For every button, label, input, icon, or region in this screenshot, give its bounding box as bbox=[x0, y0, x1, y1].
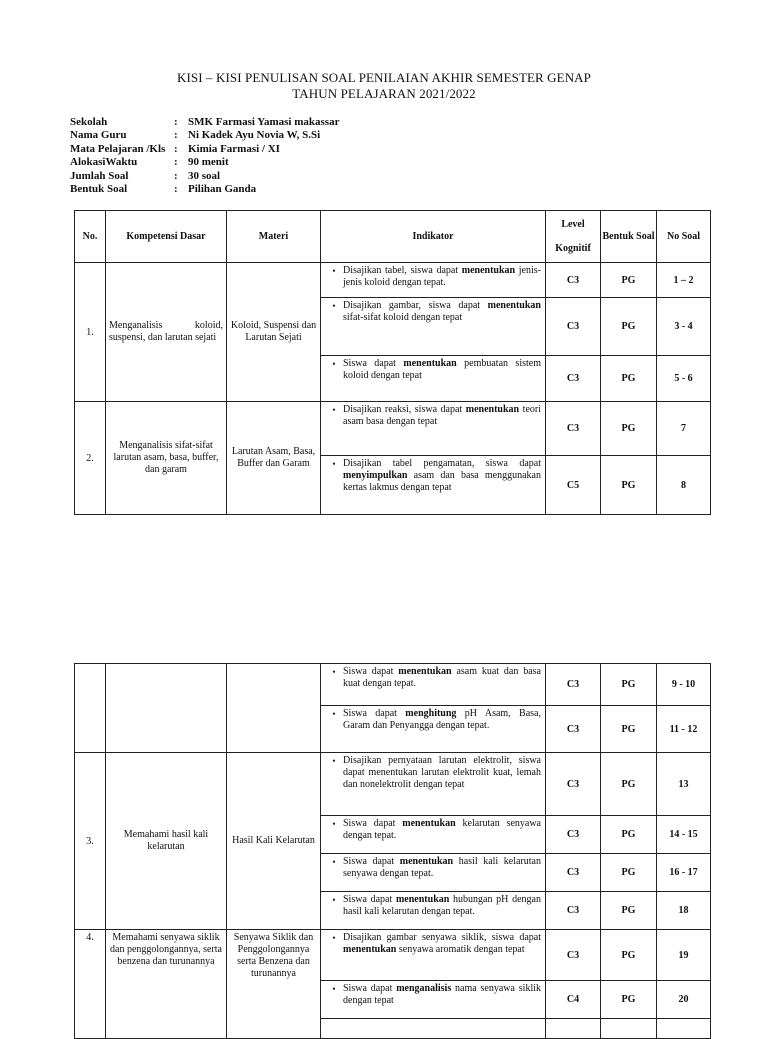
indikator-text: asam kuat dan basa kuat dengan tepat. bbox=[343, 666, 541, 689]
indikator bbox=[321, 356, 546, 402]
meta-key: Mata Pelajaran /Kls bbox=[70, 142, 166, 155]
meta-value: Pilihan Ganda bbox=[188, 183, 257, 196]
indikator-text: Siswa dapat bbox=[343, 666, 399, 677]
level-kognitif: C3 bbox=[546, 706, 601, 753]
indikator bbox=[321, 854, 546, 892]
indikator-verb: menentukan bbox=[461, 265, 516, 276]
meta-row bbox=[70, 170, 339, 183]
indikator-text: Siswa dapat bbox=[343, 894, 396, 905]
bentuk-soal: PG bbox=[601, 263, 657, 298]
nomor-soal: 1 – 2 bbox=[657, 263, 711, 298]
indikator-text: Disajikan gambar, siswa dapat bbox=[343, 300, 488, 311]
row-number: 1. bbox=[75, 263, 106, 402]
bentuk-soal: PG bbox=[601, 664, 657, 706]
row-number: 4. bbox=[75, 930, 106, 1039]
nomor-soal: 11 - 12 bbox=[657, 706, 711, 753]
indikator bbox=[321, 706, 546, 753]
indikator-text: teori asam basa dengan tepat bbox=[343, 404, 541, 427]
level-kognitif: C3 bbox=[546, 298, 601, 356]
bentuk-soal: PG bbox=[601, 298, 657, 356]
grid-table-page-1 bbox=[74, 210, 711, 515]
indikator-text: jenis-jenis koloid dengan tepat. bbox=[343, 265, 541, 288]
meta-colon: : bbox=[174, 129, 178, 142]
indikator-text: senyawa aromatik dengan tepat bbox=[396, 944, 525, 955]
bullet-icon: • bbox=[332, 819, 336, 829]
bentuk-soal: PG bbox=[601, 816, 657, 854]
meta-colon: : bbox=[174, 169, 178, 182]
indikator-text: Siswa dapat bbox=[343, 358, 404, 369]
col-header-no: No. bbox=[75, 211, 106, 263]
indikator-verb: menentukan bbox=[402, 818, 456, 829]
bullet-icon: • bbox=[332, 359, 336, 369]
empty-cell bbox=[106, 664, 227, 753]
bullet-icon: • bbox=[332, 984, 336, 994]
meta-value: SMK Farmasi Yamasi makassar bbox=[188, 116, 340, 128]
meta-row bbox=[70, 156, 339, 169]
level-kognitif: C3 bbox=[546, 402, 601, 456]
indikator-text: Siswa dapat bbox=[343, 708, 406, 719]
kompetensi-dasar: Menganalisis koloid, suspensi, dan larutan sejati bbox=[106, 263, 227, 402]
bentuk-soal: PG bbox=[601, 930, 657, 981]
meta-row bbox=[70, 129, 339, 142]
indikator-verb: menentukan bbox=[465, 404, 520, 415]
document-subtitle: TAHUN PELAJARAN 2021/2022 bbox=[292, 86, 476, 101]
bentuk-soal: PG bbox=[601, 753, 657, 816]
indikator-text: Disajikan reaksi, siswa dapat bbox=[343, 404, 466, 415]
indikator-verb: menganalisis bbox=[396, 983, 452, 994]
col-header-materi: Materi bbox=[227, 211, 321, 263]
indikator-text: Disajikan pernyataan larutan elektrolit, siswa dapat menentukan larutan elektrolit kuat, lemah dan nonelektrolit dengan tepat bbox=[343, 755, 541, 790]
indikator-text: Siswa dapat bbox=[343, 856, 400, 867]
nomor-soal: 9 - 10 bbox=[657, 664, 711, 706]
indikator-verb: menentukan bbox=[399, 856, 454, 867]
table-header-row bbox=[75, 211, 711, 263]
table-row bbox=[75, 753, 711, 816]
meta-value: Ni Kadek Ayu Novia W, S.Si bbox=[188, 129, 321, 142]
level-kognitif: C3 bbox=[546, 753, 601, 816]
nomor-soal: 5 - 6 bbox=[657, 356, 711, 402]
materi: Hasil Kali Kelarutan bbox=[227, 753, 321, 930]
meta-value: 90 menit bbox=[188, 156, 229, 169]
indikator bbox=[321, 402, 546, 456]
meta-colon: : bbox=[174, 142, 178, 155]
indikator-verb: menyimpulkan bbox=[343, 470, 408, 481]
level-kognitif: C3 bbox=[546, 854, 601, 892]
bullet-icon: • bbox=[332, 266, 336, 276]
identity-block bbox=[70, 116, 339, 196]
level-kognitif: C3 bbox=[546, 664, 601, 706]
empty-cell bbox=[546, 1019, 601, 1039]
indikator bbox=[321, 892, 546, 930]
indikator-text: kelarutan senyawa dengan tepat. bbox=[343, 818, 541, 841]
bullet-icon: • bbox=[332, 756, 336, 766]
document-title: KISI – KISI PENULISAN SOAL PENILAIAN AKHIR SEMESTER GENAP bbox=[177, 70, 591, 85]
meta-row bbox=[70, 116, 339, 129]
bentuk-soal: PG bbox=[601, 706, 657, 753]
indikator bbox=[321, 263, 546, 298]
indikator-text: asam dan basa menggunakan kertas lakmus dengan tepat bbox=[343, 470, 541, 493]
nomor-soal: 8 bbox=[657, 456, 711, 515]
indikator-text: pembuatan sistem koloid dengan tepat bbox=[343, 358, 541, 381]
meta-key: AlokasiWaktu bbox=[70, 156, 138, 169]
meta-colon: : bbox=[174, 183, 178, 196]
indikator-text: hasil kali kelarutan senyawa dengan tepat. bbox=[343, 856, 541, 879]
nomor-soal: 7 bbox=[657, 402, 711, 456]
meta-value: Kimia Farmasi / XI bbox=[188, 142, 280, 155]
indikator-text: hubungan pH dengan hasil kali kelarutan dengan tepat. bbox=[343, 894, 541, 917]
table-row bbox=[75, 402, 711, 456]
level-kognitif: C3 bbox=[546, 356, 601, 402]
empty-cell bbox=[227, 664, 321, 753]
col-header-level: Level Kognitif bbox=[546, 211, 601, 263]
level-kognitif: C5 bbox=[546, 456, 601, 515]
indikator-verb: menentukan bbox=[487, 300, 541, 311]
meta-key: Nama Guru bbox=[70, 129, 127, 142]
kompetensi-dasar: Memahami hasil kali kelarutan bbox=[106, 753, 227, 930]
indikator-text: nama senyawa siklik dengan tepat bbox=[343, 983, 542, 1006]
empty-cell bbox=[321, 1019, 546, 1039]
indikator bbox=[321, 981, 546, 1019]
nomor-soal: 13 bbox=[657, 753, 711, 816]
bentuk-soal: PG bbox=[601, 402, 657, 456]
materi: Larutan Asam, Basa, Buffer dan Garam bbox=[227, 402, 321, 515]
table-row bbox=[75, 930, 711, 981]
bullet-icon: • bbox=[332, 459, 336, 469]
bentuk-soal: PG bbox=[601, 981, 657, 1019]
level-kognitif: C3 bbox=[546, 930, 601, 981]
empty-cell bbox=[75, 664, 106, 753]
indikator bbox=[321, 930, 546, 981]
nomor-soal: 3 - 4 bbox=[657, 298, 711, 356]
table-row bbox=[75, 263, 711, 298]
bentuk-soal: PG bbox=[601, 892, 657, 930]
meta-key: Bentuk Soal bbox=[70, 183, 128, 196]
indikator-verb: menghitung bbox=[405, 708, 457, 719]
bullet-icon: • bbox=[332, 301, 336, 311]
bullet-icon: • bbox=[332, 405, 336, 415]
kompetensi-dasar: Memahami senyawa siklik dan penggolongannya, serta benzena dan turunannya bbox=[106, 930, 227, 1039]
level-kognitif: C3 bbox=[546, 816, 601, 854]
materi: Senyawa Siklik dan Penggolongannya serta Benzena dan turunannya bbox=[227, 930, 321, 1039]
grid-table-page-2 bbox=[74, 663, 711, 1039]
indikator-verb: menentukan bbox=[343, 944, 397, 955]
empty-cell bbox=[657, 1019, 711, 1039]
indikator-text: Disajikan tabel, siswa dapat bbox=[343, 265, 462, 276]
level-kognitif: C3 bbox=[546, 892, 601, 930]
indikator-text: Disajikan tabel pengamatan, siswa dapat bbox=[343, 458, 541, 469]
indikator bbox=[321, 816, 546, 854]
nomor-soal: 18 bbox=[657, 892, 711, 930]
meta-row bbox=[70, 183, 339, 196]
row-number: 2. bbox=[75, 402, 106, 515]
table-row bbox=[75, 664, 711, 706]
indikator bbox=[321, 664, 546, 706]
meta-colon: : bbox=[174, 156, 178, 169]
col-header-kd: Kompetensi Dasar bbox=[106, 211, 227, 263]
indikator-verb: menentukan bbox=[403, 358, 457, 369]
nomor-soal: 20 bbox=[657, 981, 711, 1019]
indikator-text: Siswa dapat bbox=[343, 983, 397, 994]
bullet-icon: • bbox=[332, 857, 336, 867]
nomor-soal: 14 - 15 bbox=[657, 816, 711, 854]
bentuk-soal: PG bbox=[601, 854, 657, 892]
indikator-text: Disajikan gambar senyawa siklik, siswa dapat bbox=[343, 932, 541, 943]
meta-colon: : bbox=[174, 116, 178, 128]
empty-cell bbox=[601, 1019, 657, 1039]
nomor-soal: 19 bbox=[657, 930, 711, 981]
indikator-verb: menentukan bbox=[398, 666, 452, 677]
bentuk-soal: PG bbox=[601, 456, 657, 515]
indikator bbox=[321, 456, 546, 515]
meta-value: 30 soal bbox=[188, 169, 221, 182]
bullet-icon: • bbox=[332, 667, 336, 677]
indikator bbox=[321, 298, 546, 356]
kompetensi-dasar: Menganalisis sifat-sifat larutan asam, basa, buffer, dan garam bbox=[106, 402, 227, 515]
materi: Koloid, Suspensi dan Larutan Sejati bbox=[227, 263, 321, 402]
meta-row bbox=[70, 143, 339, 156]
indikator-text: sifat-sifat koloid dengan tepat bbox=[343, 312, 463, 323]
indikator-text: pH Asam, Basa, Garam dan Penyangga dengan tepat. bbox=[343, 708, 541, 731]
indikator bbox=[321, 753, 546, 816]
bentuk-soal: PG bbox=[601, 356, 657, 402]
col-header-indikator: Indikator bbox=[321, 211, 546, 263]
meta-key: Sekolah bbox=[70, 116, 108, 128]
level-kognitif: C3 bbox=[546, 263, 601, 298]
col-header-bentuk: Bentuk Soal bbox=[601, 211, 657, 263]
row-number: 3. bbox=[75, 753, 106, 930]
bullet-icon: • bbox=[332, 895, 336, 905]
level-kognitif: C4 bbox=[546, 981, 601, 1019]
nomor-soal: 16 - 17 bbox=[657, 854, 711, 892]
indikator-verb: menentukan bbox=[395, 894, 450, 905]
indikator-text: Siswa dapat bbox=[343, 818, 403, 829]
bullet-icon: • bbox=[332, 709, 336, 719]
bullet-icon: • bbox=[332, 933, 336, 943]
col-header-nosoal: No Soal bbox=[657, 211, 711, 263]
meta-key: Jumlah Soal bbox=[70, 169, 129, 182]
